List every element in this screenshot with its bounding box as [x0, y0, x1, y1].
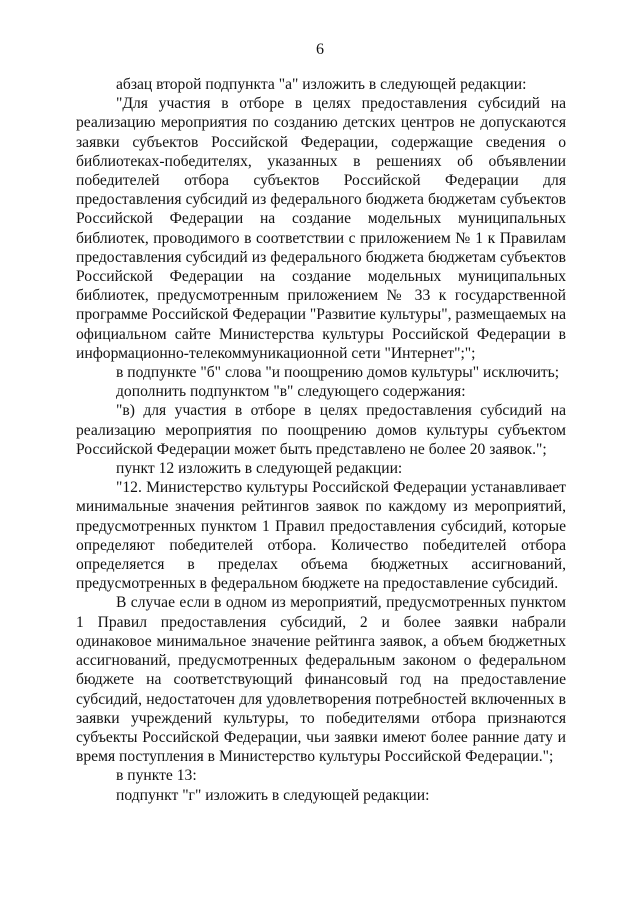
document-body	[76, 75, 566, 805]
paragraph-7: "12. Министерство культуры Российской Федерации устанавливает минимальные значения рейтингов заявок по каждому из мероприятий, предусмотренных пунктом 1 Правил предоставления субсидий, которые определяют победителей отбора. Количество победителей отбора определяется в пределах объема бюджетных ассигнований, предусмотренных в федеральном бюджете на предоставление субсидий.	[76, 479, 566, 593]
paragraph-9: в пункте 13:	[116, 767, 197, 785]
paragraph-10: подпункт "г" изложить в следующей редакции:	[116, 786, 430, 804]
paragraph-4: дополнить подпунктом "в" следующего содержания:	[116, 383, 466, 401]
paragraph-2: "Для участия в отборе в целях предоставления субсидий на реализацию мероприятия по созданию детских центров не допускаются заявки субъектов Российской Федерации, содержащие сведения о библиотеках-победителях, указанных в решениях об объявлении победителей отбора субъектов Российской Федерации для предоставления субсидий из федерального бюджета бюджетам субъектов Российской Федерации на создание модельных муниципальных библиотек, проводимого в соответствии с приложением № 1 к Правилам предоставления субсидий из федерального бюджета бюджетам субъектов Российской Федерации на создание модельных муниципальных библиотек, предусмотренным приложением № 33 к государственной программе Российской Федерации "Развитие культуры", размещаемых на официальном сайте Министерства культуры Российской Федерации в информационно-телекоммуникационной сети "Интернет";";	[76, 95, 566, 362]
paragraph-8: В случае если в одном из мероприятий, предусмотренных пунктом 1 Правил предоставления субсидий, 2 и более заявки набрали одинаковое минимальное значение рейтинга заявок, а объем бюджетных ассигнований, предусмотренных федеральным законом о федеральном бюджете на соответствующий финансовый год на предоставление субсидий, недостаточен для удовлетворения потребностей включенных в заявки учреждений культуры, то победителями отбора признаются субъекты Российской Федерации, чьи заявки имеют более ранние дату и время поступления в Министерство культуры Российской Федерации.";	[76, 594, 566, 766]
page-number: 6	[316, 41, 324, 58]
paragraph-1: абзац второй подпункта "а" изложить в следующей редакции:	[116, 76, 527, 93]
paragraph-6: пункт 12 изложить в следующей редакции:	[116, 460, 403, 478]
paragraph-5: "в) для участия в отборе в целях предоставления субсидий на реализацию мероприятия по поощрению домов культуры субъектом Российской Федерации может быть представлено не более 20 заявок.";	[76, 402, 566, 458]
paragraph-3: в подпункте "б" слова "и поощрению домов культуры" исключить;	[116, 364, 560, 382]
